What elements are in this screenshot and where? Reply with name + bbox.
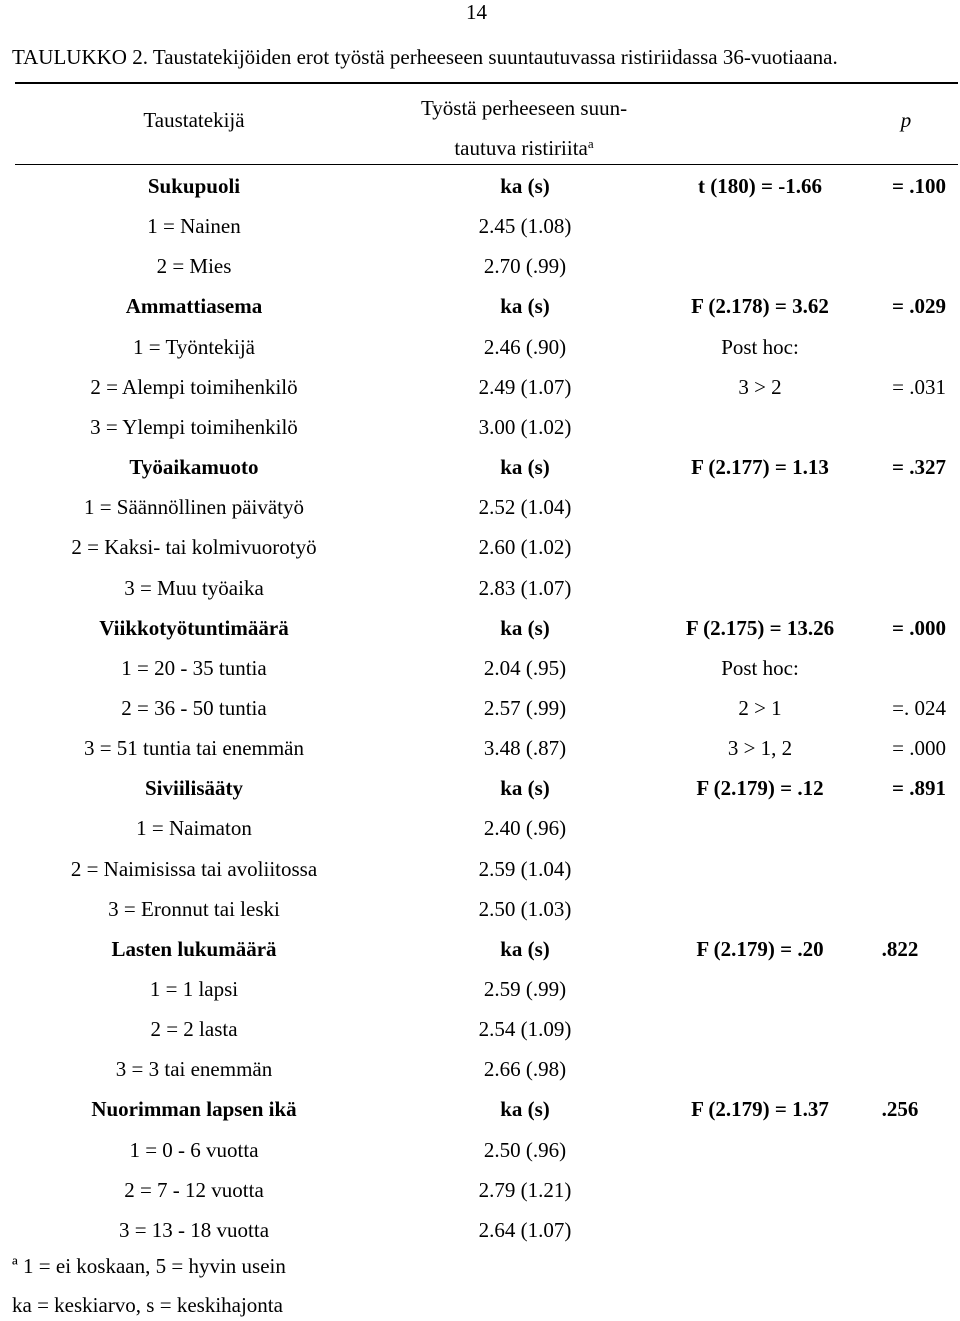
cell-ka-s: 2.40 (.96) [483,816,567,840]
table-group-row [0,449,960,489]
cell-p-value: = .000 [892,736,946,760]
cell-taustatekija: 2 = Mies [156,254,232,278]
cell-ka-s: ka (s) [500,776,550,800]
cell-taustatekija: 1 = 0 - 6 vuotta [129,1138,259,1162]
cell-p-value: =. 024 [892,696,946,720]
header-ristiriita-line1: Työstä perheeseen suun- [420,96,628,120]
table-group-row [0,610,960,650]
cell-test-statistic: 3 > 1, 2 [727,736,793,760]
table-group-row [0,770,960,810]
cell-ka-s: 2.49 (1.07) [478,375,572,399]
cell-taustatekija: 2 = Naimisissa tai avoliitossa [70,857,318,881]
cell-ka-s: ka (s) [500,294,550,318]
cell-ka-s: 2.70 (.99) [483,254,567,278]
table-group-row [0,931,960,971]
cell-test-statistic: Post hoc: [721,656,799,680]
table-group-row [0,168,960,208]
cell-taustatekija: 3 = 3 tai enemmän [115,1057,273,1081]
cell-ka-s: 2.66 (.98) [483,1057,567,1081]
cell-p-value: .822 [881,937,919,961]
cell-taustatekija: 1 = Työntekijä [133,335,255,359]
cell-ka-s: 2.46 (.90) [483,335,567,359]
header-bottom-rule [15,164,958,165]
table-row [0,730,960,770]
cell-taustatekija: 2 = 2 lasta [150,1017,238,1041]
cell-p-value: = .100 [892,174,946,198]
cell-taustatekija: 1 = 1 lapsi [149,977,239,1001]
table-row [0,329,960,369]
header-ristiriita-line2-text: tautuva ristiriita [454,136,588,160]
cell-ka-s: 2.54 (1.09) [478,1017,572,1041]
footnote-abbreviations: ka = keskiarvo, s = keskihajonta [12,1293,283,1317]
cell-ka-s: 3.48 (.87) [483,736,567,760]
cell-p-value: = .000 [892,616,946,640]
table-row [0,891,960,931]
cell-taustatekija: Siviilisääty [144,776,244,800]
cell-taustatekija: 1 = Säännöllinen päivätyö [83,495,305,519]
footnote-marker: a [587,136,594,151]
table-row [0,851,960,891]
cell-ka-s: ka (s) [500,616,550,640]
cell-taustatekija: 3 = Ylempi toimihenkilö [90,415,298,439]
cell-p-value: = .029 [892,294,946,318]
table-row [0,1212,960,1252]
cell-taustatekija: 3 = 13 - 18 vuotta [118,1218,270,1242]
cell-taustatekija: Lasten lukumäärä [111,937,277,961]
cell-p-value: = .031 [892,375,946,399]
cell-test-statistic: F (2.178) = 3.62 [691,294,829,318]
cell-taustatekija: 1 = 20 - 35 tuntia [121,656,267,680]
table-row [0,409,960,449]
cell-p-value: = .891 [892,776,946,800]
table-row [0,971,960,1011]
cell-ka-s: 2.50 (1.03) [478,897,572,921]
table-row [0,1172,960,1212]
table-row [0,650,960,690]
cell-taustatekija: Ammattiasema [125,294,263,318]
table-row [0,208,960,248]
table-row [0,248,960,288]
header-ristiriita-line2 [400,128,648,168]
page-number: 14 [466,0,487,24]
header-ristiriita [400,88,648,168]
table-row [0,570,960,610]
cell-ka-s: 2.59 (1.04) [478,857,572,881]
cell-ka-s: ka (s) [500,1097,550,1121]
cell-ka-s: 3.00 (1.02) [478,415,572,439]
cell-taustatekija: 2 = Alempi toimihenkilö [90,375,298,399]
cell-ka-s: 2.64 (1.07) [478,1218,572,1242]
footnote-scale: ª 1 = ei koskaan, 5 = hyvin usein [12,1254,286,1278]
cell-test-statistic: Post hoc: [721,335,799,359]
cell-test-statistic: F (2.177) = 1.13 [691,455,829,479]
cell-ka-s: 2.45 (1.08) [478,214,572,238]
cell-ka-s: 2.79 (1.21) [478,1178,572,1202]
cell-taustatekija: 2 = Kaksi- tai kolmivuorotyö [71,535,317,559]
cell-ka-s: 2.59 (.99) [483,977,567,1001]
header-taustatekija: Taustatekijä [143,108,245,132]
cell-taustatekija: 2 = 7 - 12 vuotta [124,1178,264,1202]
cell-ka-s: 2.04 (.95) [483,656,567,680]
cell-test-statistic: F (2.179) = .12 [696,776,824,800]
cell-ka-s: ka (s) [500,937,550,961]
cell-taustatekija: Nuorimman lapsen ikä [91,1097,297,1121]
table-group-row [0,288,960,328]
cell-taustatekija: Viikkotyötuntimäärä [99,616,289,640]
cell-taustatekija: 3 = Eronnut tai leski [108,897,280,921]
table-row [0,1051,960,1091]
cell-p-value: .256 [881,1097,919,1121]
table-row [0,1132,960,1172]
cell-ka-s: 2.83 (1.07) [478,576,572,600]
table-top-rule [15,82,958,84]
table-row [0,369,960,409]
cell-ka-s: 2.52 (1.04) [478,495,572,519]
table-caption: TAULUKKO 2. Taustatekijöiden erot työstä perheeseen suuntautuvassa ristiriidassa 36-vuotiaana. [12,45,838,69]
cell-ka-s: 2.50 (.96) [483,1138,567,1162]
cell-ka-s: ka (s) [500,455,550,479]
cell-test-statistic: F (2.179) = 1.37 [691,1097,829,1121]
cell-test-statistic: F (2.179) = .20 [696,937,824,961]
cell-test-statistic: F (2.175) = 13.26 [685,616,835,640]
header-p: p [900,108,912,132]
cell-taustatekija: 1 = Naimaton [136,816,252,840]
cell-test-statistic: 2 > 1 [738,696,782,720]
table-row [0,1011,960,1051]
cell-test-statistic: 3 > 2 [738,375,782,399]
cell-taustatekija: 3 = Muu työaika [124,576,264,600]
cell-taustatekija: 1 = Nainen [147,214,241,238]
cell-ka-s: ka (s) [500,174,550,198]
table-row [0,690,960,730]
table-row [0,489,960,529]
cell-taustatekija: Sukupuoli [147,174,241,198]
cell-ka-s: 2.60 (1.02) [478,535,572,559]
cell-taustatekija: 3 = 51 tuntia tai enemmän [83,736,305,760]
cell-ka-s: 2.57 (.99) [483,696,567,720]
table-group-row [0,1091,960,1131]
cell-taustatekija: Työaikamuoto [129,455,259,479]
cell-p-value: = .327 [892,455,946,479]
table-row [0,529,960,569]
cell-taustatekija: 2 = 36 - 50 tuntia [121,696,267,720]
cell-test-statistic: t (180) = -1.66 [698,174,822,198]
table-row [0,810,960,850]
